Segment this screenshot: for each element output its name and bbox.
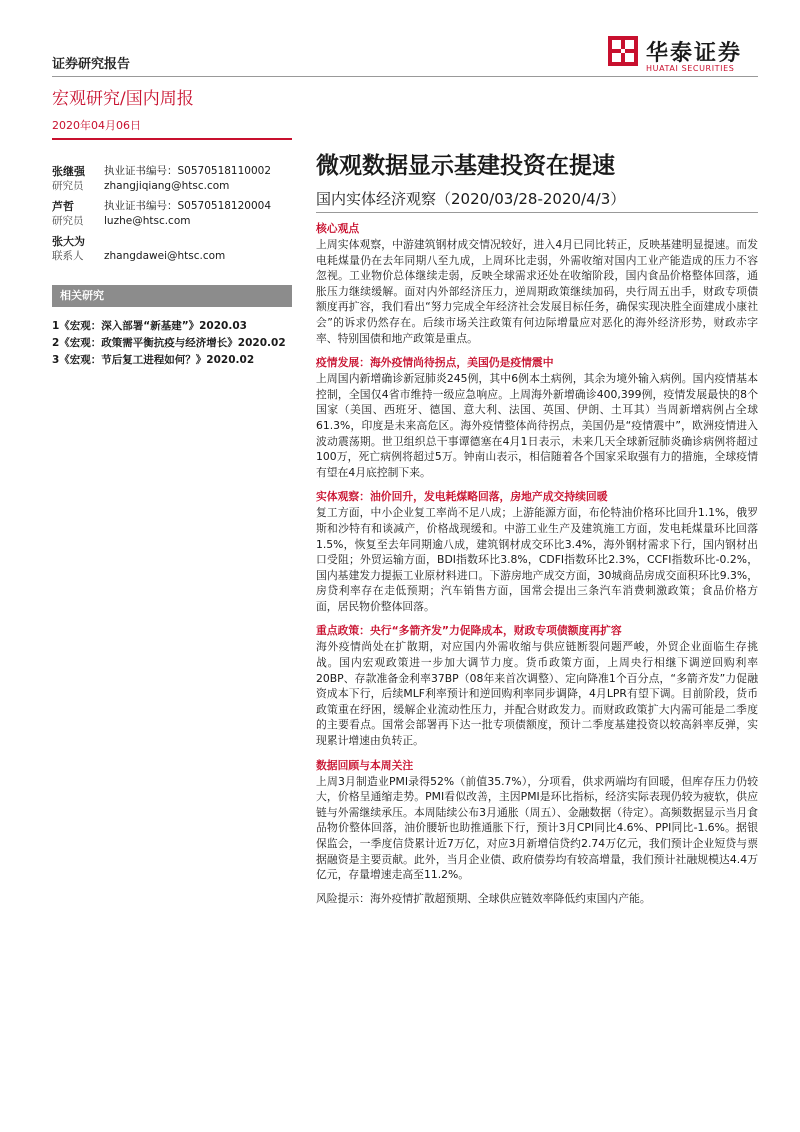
report-body	[316, 220, 758, 914]
analyst-card	[52, 234, 302, 266]
section-paragraph: 上周3月制造业PMI录得52%（前值35.7%），分项看，供求两端均有回暖，但库存压力仍较大，价格呈通缩走势。PMI看似改善，主因PMI是环比指标，经济实际表现仍较为疲软，供应链与外需继续承压。本周陆续公布3月通胀（周五）、金融数据（待定）。高频数据显示当月食品物价整体回落，油价腰斩也助推通胀下行，预计3月CPI同比4.6%、PPI同比-1.6%。据银保监会，一季度信贷累计近7万亿，对应3月新增信贷约2.74万亿元，我们预计企业短贷与票据融资是主要贡献。此外，当月企业债、政府债券均有较高增量，我们预计社融规模达4.4万亿元，存量增速走高至11.2%。	[316, 774, 758, 882]
section-heading: 重点政策：央行“多箭齐发”力促降成本，财政专项债额度再扩容	[316, 624, 622, 638]
related-research-item[interactable]: 3《宏观：节后复工进程如何？》2020.02	[52, 354, 255, 366]
logo-text-en: HUATAI SECURITIES	[646, 64, 735, 73]
analyst-name: 张大为	[52, 235, 85, 248]
analyst-email[interactable]: luzhe@htsc.com	[104, 215, 191, 227]
analyst-card	[52, 164, 302, 196]
section-paragraph: 上周实体观察，中游建筑钢材成交情况较好，进入4月已同比转正，反映基建明显提速。而发电耗煤量仍在去年同期八至九成，上周环比走弱，外需收缩对国内工业产能造成的压力不容忽视。工业物价总体继续走弱，反映全球需求还处在收缩阶段，国内食品价格整体回落，通胀压力继续缓解。面对内外部经济压力，逆周期政策继续加码，央行周五出手，财政专项债额度再扩容，我们看出“努力完成全年经济社会发展目标任务，确保实现决胜全面建成小康社会”的诉求仍然存在。后续市场关注政策有何边际增量应对恶化的海外经济形势，财政赤字率、特别国债和地产政策是重点。	[316, 238, 758, 345]
section-heading: 实体观察：油价回升，发电耗煤略回落，房地产成交持续回暖	[316, 490, 608, 504]
related-research-heading: 相关研究	[52, 285, 292, 307]
report-category: 宏观研究/国内周报	[52, 89, 194, 109]
section-heading: 核心观点	[316, 222, 360, 235]
analyst-email[interactable]: zhangjiqiang@htsc.com	[104, 180, 230, 192]
section-heading: 数据回顾与本周关注	[316, 758, 414, 772]
report-type-label: 证券研究报告	[52, 57, 131, 72]
analyst-name: 张继强	[52, 165, 85, 178]
report-title: 微观数据显示基建投资在提速	[316, 152, 615, 179]
analyst-email[interactable]: zhangdawei@htsc.com	[104, 250, 226, 262]
category-divider	[52, 138, 292, 140]
related-research-item[interactable]: 2《宏观：政策需平衡抗疫与经济增长》2020.02	[52, 337, 286, 349]
section-paragraph: 海外疫情尚处在扩散期，对应国内外需收缩与供应链断裂问题严峻，外贸企业面临生存挑战。国内宏观政策进一步加大调节力度。货币政策方面，上周央行相继下调逆回购利率20BP、存款准备金利率37BP（08年来首次调整）、定向降准1个百分点，“多箭齐发”力促融资成本下行，后续MLF利率预计和逆回购利率同步调降，4月LPR有望下调。目前阶段，货币政策重在纾困，缓解企业流动性压力，并配合财政发力。而财政政策扩大内需可能是二季度的主要看点。国常会部署再下达一批专项债额度，预计二季度基建投资以较高斜率反弹，实现累计增速由负转正。	[316, 640, 758, 748]
risk-warning: 风险提示：海外疫情扩散超预期、全球供应链效率降低约束国内产能。	[316, 891, 651, 905]
analyst-license: 执业证书编号：S0570518120004	[104, 200, 272, 212]
title-divider	[316, 212, 758, 213]
section-heading: 疫情发展：海外疫情尚待拐点，美国仍是疫情震中	[316, 356, 554, 370]
report-date: 2020年04月06日	[52, 119, 141, 132]
analyst-role: 联系人	[52, 250, 84, 262]
section-paragraph: 上周国内新增确诊新冠肺炎245例，其中6例本土病例，其余为境外输入病例。国内疫情基本控制，全国仅4省市维持一级应急响应。上周海外新增确诊400,399例，疫情发展最快的8个国家（美国、西班牙、德国、意大利、法国、英国、伊朗、土耳其）当周新增病例占全球61.3%，印度是未来高危区。海外疫情整体尚待拐点，美国仍是“疫情震中”，欧洲疫情进入波动震荡期。世卫组织总干事谭德塞在4月1日表示，未来几天全球新冠肺炎确诊病例将超过100万，死亡病例将超过5万。钟南山表示，相信随着各个国家采取强有力的措施，全球疫情有望在4月底控制下来。	[316, 372, 758, 479]
related-research-item[interactable]: 1《宏观：深入部署“新基建”》2020.03	[52, 320, 247, 332]
huatai-logo-icon	[608, 36, 638, 66]
section-paragraph: 复工方面，中小企业复工率尚不足八成；上游能源方面，布伦特油价格环比回升1.1%，俄罗斯和沙特有和谈减产，价格战现缓和。中游工业生产及建筑施工方面，发电耗煤量环比回落1.5%，恢复至去年同期逾八成，建筑钢材成交环比3.4%，海外钢材需求下行，国内钢材出口受阻；外贸运输方面，BDI指数环比3.8%，CDFI指数环比2.3%，CCFI指数环比-0.2%，国内基建发力提振工业原材料进口。下游房地产成交方面，30城商品房成交面积环比9.3%，房贷利率存在走低预期；汽车销售方面，国常会提出三条汽车消费刺激政策；食品价格方面，居民物价整体回落。	[316, 506, 758, 613]
analyst-license: 执业证书编号：S0570518110002	[104, 165, 272, 177]
analyst-card	[52, 199, 302, 231]
related-research-list	[52, 318, 292, 369]
top-divider	[52, 76, 758, 77]
analyst-name: 芦哲	[52, 200, 74, 213]
analyst-role: 研究员	[52, 215, 84, 227]
huatai-logo	[608, 36, 758, 78]
report-subtitle: 国内实体经济观察（2020/03/28-2020/4/3）	[316, 190, 626, 208]
logo-text-cn: 华泰证券	[646, 41, 743, 66]
analyst-role: 研究员	[52, 180, 84, 192]
